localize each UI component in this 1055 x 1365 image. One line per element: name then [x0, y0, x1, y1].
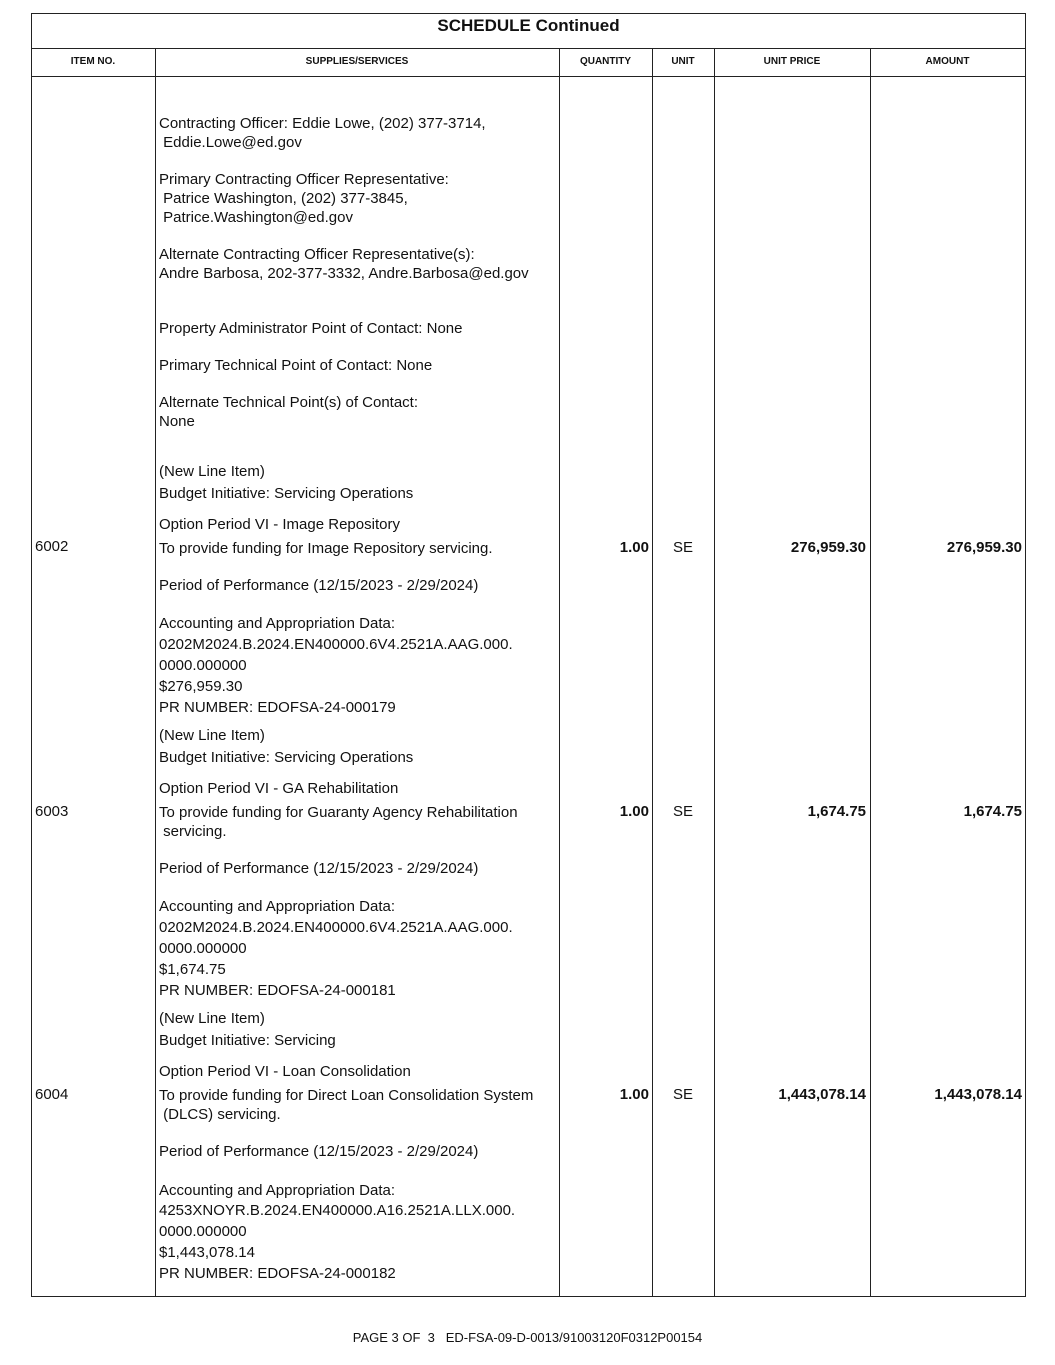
accounting-label: Accounting and Appropriation Data: [159, 898, 395, 915]
item-unit-price: 276,959.30 [790, 539, 866, 556]
item-amount: 1,674.75 [963, 803, 1022, 820]
accounting-code-line1: 0202M2024.B.2024.EN400000.6V4.2521A.AAG.000. [159, 919, 513, 936]
budget-initiative: Budget Initiative: Servicing Operations [159, 485, 414, 502]
item-number: 6003 [35, 803, 69, 820]
item-quantity: 1.00 [619, 539, 649, 556]
item-number: 6004 [35, 1086, 69, 1103]
alternate-cor-line2: Andre Barbosa, 202-377-3332, Andre.Barbosa@ed.gov [159, 265, 529, 282]
option-period: Option Period VI - Loan Consolidation [159, 1063, 411, 1080]
item-unit-price: 1,443,078.14 [778, 1086, 866, 1103]
header-unit: UNIT [671, 56, 695, 67]
primary-cor-line2: Patrice Washington, (202) 377-3845, [159, 190, 408, 207]
item-unit: SE [672, 539, 693, 556]
alternate-tech-line2: None [159, 413, 195, 430]
primary-tech-contact: Primary Technical Point of Contact: None [159, 357, 433, 374]
budget-initiative: Budget Initiative: Servicing [159, 1032, 336, 1049]
item-unit: SE [672, 1086, 693, 1103]
new-line-item-label: (New Line Item) [159, 463, 265, 480]
item-unit: SE [672, 803, 693, 820]
accounting-code-line1: 4253XNOYR.B.2024.EN400000.A16.2521A.LLX.000. [159, 1202, 516, 1219]
pr-number: PR NUMBER: EDOFSA-24-000181 [159, 982, 396, 999]
pr-number: PR NUMBER: EDOFSA-24-000179 [159, 699, 396, 716]
accounting-amount: $276,959.30 [159, 678, 243, 695]
item-number: 6002 [35, 538, 69, 555]
accounting-amount: $1,443,078.14 [159, 1244, 255, 1261]
option-period: Option Period VI - GA Rehabilitation [159, 780, 399, 797]
contracting-officer-line2: Eddie.Lowe@ed.gov [159, 134, 302, 151]
accounting-code-line2: 0000.000000 [159, 940, 247, 957]
new-line-item-label: (New Line Item) [159, 727, 265, 744]
accounting-code-line1: 0202M2024.B.2024.EN400000.6V4.2521A.AAG.000. [159, 636, 513, 653]
accounting-amount: $1,674.75 [159, 961, 226, 978]
funding-description-line2: servicing. [159, 823, 227, 840]
budget-initiative: Budget Initiative: Servicing Operations [159, 749, 414, 766]
item-quantity: 1.00 [619, 1086, 649, 1103]
item-amount: 1,443,078.14 [934, 1086, 1022, 1103]
header-amount: AMOUNT [925, 56, 970, 67]
schedule-title: SCHEDULE Continued [437, 16, 620, 35]
header-item-no: ITEM NO. [70, 56, 116, 67]
option-period: Option Period VI - Image Repository [159, 516, 400, 533]
header-supplies-services: SUPPLIES/SERVICES [305, 56, 409, 67]
accounting-label: Accounting and Appropriation Data: [159, 615, 395, 632]
funding-description-line1: To provide funding for Guaranty Agency Rehabilitation [159, 804, 518, 821]
primary-cor-line1: Primary Contracting Officer Representative: [159, 171, 449, 188]
period-of-performance: Period of Performance (12/15/2023 - 2/29/2024) [159, 1143, 479, 1160]
period-of-performance: Period of Performance (12/15/2023 - 2/29/2024) [159, 577, 479, 594]
property-admin-contact: Property Administrator Point of Contact: None [159, 320, 463, 337]
alternate-tech-line1: Alternate Technical Point(s) of Contact: [159, 394, 419, 411]
funding-description-line1: To provide funding for Image Repository servicing. [159, 540, 493, 557]
primary-cor-line3: Patrice.Washington@ed.gov [159, 209, 353, 226]
period-of-performance: Period of Performance (12/15/2023 - 2/29/2024) [159, 860, 479, 877]
funding-description-line2: (DLCS) servicing. [159, 1106, 281, 1123]
pr-number: PR NUMBER: EDOFSA-24-000182 [159, 1265, 396, 1282]
accounting-label: Accounting and Appropriation Data: [159, 1182, 395, 1199]
header-quantity: QUANTITY [579, 56, 632, 67]
item-quantity: 1.00 [619, 803, 649, 820]
funding-description-line1: To provide funding for Direct Loan Consolidation System [159, 1087, 534, 1104]
item-unit-price: 1,674.75 [807, 803, 866, 820]
page-footer: PAGE 3 OF 3 ED-FSA-09-D-0013/91003120F0312P00154 [352, 1330, 703, 1345]
item-amount: 276,959.30 [946, 539, 1022, 556]
alternate-cor-line1: Alternate Contracting Officer Representative(s): [159, 246, 475, 263]
header-unit-price: UNIT PRICE [763, 56, 821, 67]
accounting-code-line2: 0000.000000 [159, 657, 247, 674]
accounting-code-line2: 0000.000000 [159, 1223, 247, 1240]
new-line-item-label: (New Line Item) [159, 1010, 265, 1027]
contracting-officer-line1: Contracting Officer: Eddie Lowe, (202) 377-3714, [159, 115, 486, 132]
